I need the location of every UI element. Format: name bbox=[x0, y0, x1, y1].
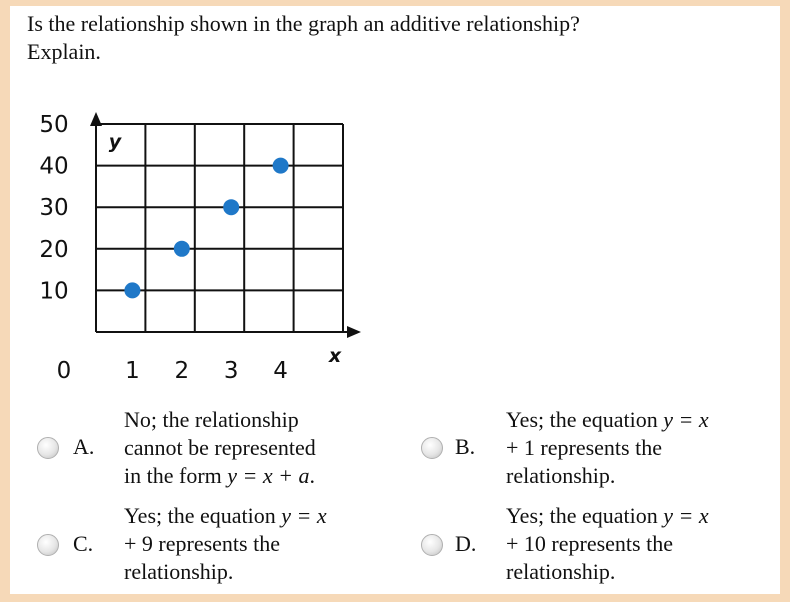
question-panel bbox=[10, 6, 780, 594]
choice-c-radio[interactable] bbox=[37, 534, 59, 556]
grid bbox=[90, 112, 361, 338]
y-axis-label: y bbox=[108, 131, 122, 153]
y-tick-label: 30 bbox=[39, 195, 69, 222]
choice-b-line-1: Yes; the equation y = x bbox=[506, 407, 709, 432]
choice-c-line-3: relationship. bbox=[124, 559, 234, 584]
choice-d-radio[interactable] bbox=[421, 534, 443, 556]
choice-c-letter: C. bbox=[73, 531, 94, 556]
data-point bbox=[174, 241, 190, 257]
x-tick-label: 1 bbox=[125, 358, 140, 384]
data-point bbox=[124, 282, 140, 298]
choice-b-text bbox=[506, 406, 709, 490]
choice-a-line-3: in the form y = x + a. bbox=[124, 463, 315, 488]
data-points bbox=[124, 158, 288, 299]
choice-d-line-1: Yes; the equation y = x bbox=[506, 503, 709, 528]
choice-c-text bbox=[124, 502, 327, 586]
x-tick-label: 3 bbox=[223, 358, 239, 384]
choice-a-line-2: cannot be represented bbox=[124, 435, 316, 460]
choice-d-letter: D. bbox=[455, 531, 477, 556]
choice-a-text bbox=[124, 406, 316, 490]
x-tick-label: 4 bbox=[273, 358, 288, 384]
x-axis-label: x bbox=[328, 345, 342, 367]
choice-a-letter: A. bbox=[73, 434, 95, 459]
data-point bbox=[223, 199, 239, 215]
choice-a-line-1: No; the relationship bbox=[124, 407, 299, 432]
y-tick-label: 20 bbox=[39, 236, 69, 263]
choice-b-line-3: relationship. bbox=[506, 463, 616, 488]
choice-b-line-2: + 1 represents the bbox=[506, 435, 662, 460]
choice-d-line-3: relationship. bbox=[506, 559, 616, 584]
data-point bbox=[273, 158, 289, 174]
y-axis-arrow-icon bbox=[90, 112, 102, 126]
choice-b-radio[interactable] bbox=[421, 437, 443, 459]
choice-c-line-2: + 9 represents the bbox=[124, 531, 280, 556]
choice-d-line-2: + 10 represents the bbox=[506, 531, 673, 556]
y-tick-label: 10 bbox=[39, 278, 69, 305]
x-tick-label: 0 bbox=[56, 358, 72, 384]
choice-d-text bbox=[506, 502, 709, 586]
x-axis-arrow-icon bbox=[347, 326, 361, 338]
choice-a-radio[interactable] bbox=[37, 437, 59, 459]
scatter-graph bbox=[10, 6, 780, 406]
y-tick-label: 50 bbox=[39, 112, 69, 138]
question-line-1: Is the relationship shown in the graph an additive relationship? bbox=[27, 11, 580, 36]
choice-c-line-1: Yes; the equation y = x bbox=[124, 503, 327, 528]
y-tick-label: 40 bbox=[39, 153, 69, 180]
question-line-2: Explain. bbox=[27, 39, 101, 64]
x-tick-label: 2 bbox=[174, 358, 190, 384]
choice-b-letter: B. bbox=[455, 434, 476, 459]
